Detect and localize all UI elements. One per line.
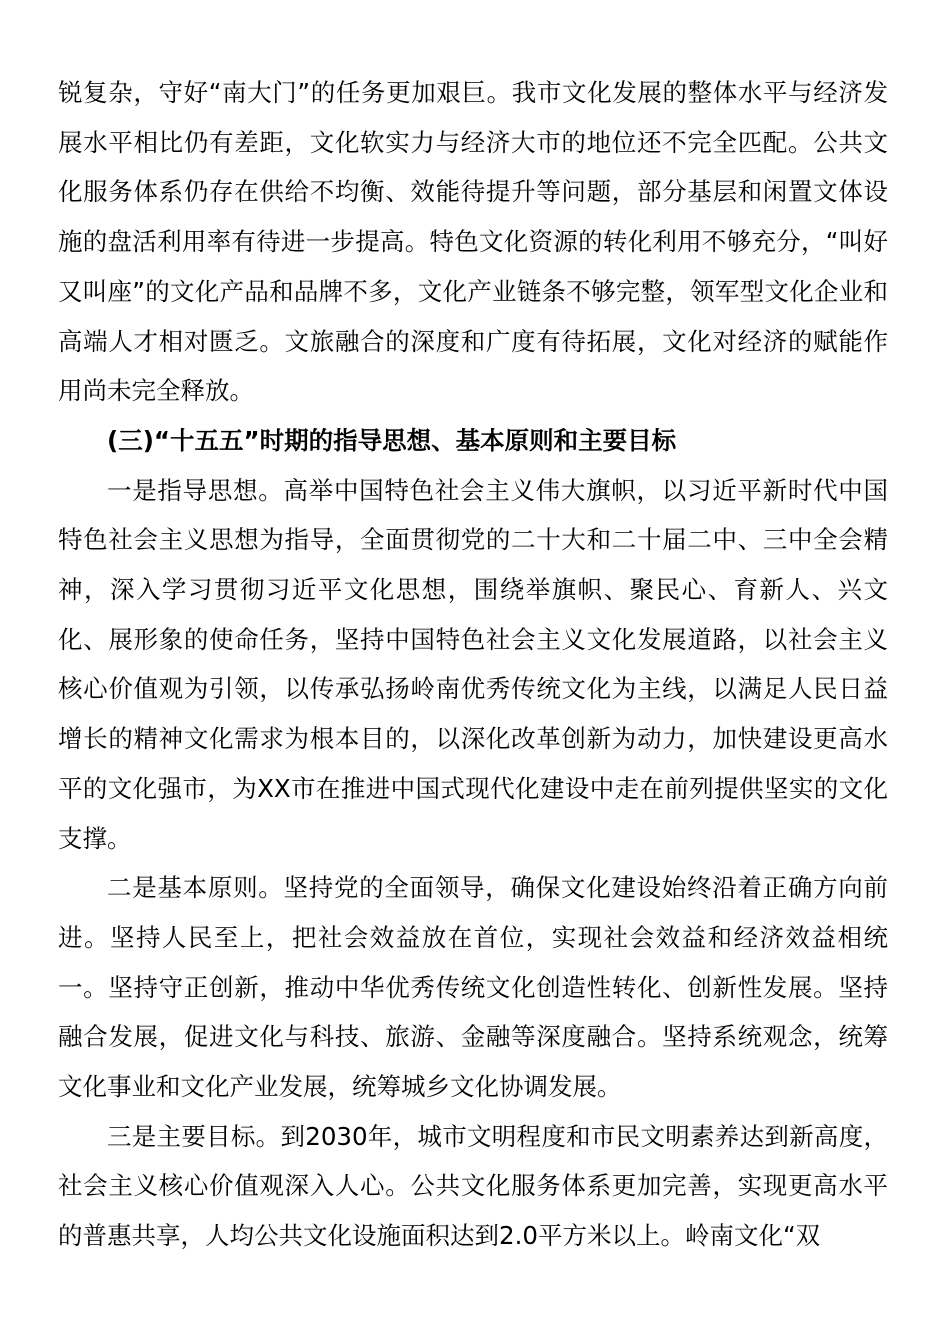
paragraph-main-goals: 三是主要目标。到2030年，城市文明程度和市民文明素养达到新高度，社会主义核心价值观深入人心。公共文化服务体系更加完善，实现更高水平的普惠共享，人均公共文化设施面积达到2.0平方米以上。岭南文化“双 (58, 1121, 888, 1251)
section-heading: (三)“十五五”时期的指导思想、基本原则和主要目标 (107, 425, 677, 455)
document-page (58, 68, 888, 1261)
paragraph-continuation: 锐复杂，守好“南大门”的任务更加艰巨。我市文化发展的整体水平与经济发展水平相比仍有差距，文化软实力与经济大市的地位还不完全匹配。公共文化服务体系仍存在供给不均衡、效能待提升等问题，部分基层和闲置文体设施的盘活利用率有待进一步提高。特色文化资源的转化利用不够充分，“叫好又叫座”的文化产品和品牌不多，文化产业链条不够完整，领军型文化企业和高端人才相对匮乏。文旅融合的深度和广度有待拓展，文化对经济的赋能作用尚未完全释放。 (58, 78, 888, 406)
paragraph-guiding-ideology: 一是指导思想。高举中国特色社会主义伟大旗帜，以习近平新时代中国特色社会主义思想为指导，全面贯彻党的二十大和二十届二中、三中全会精神，深入学习贯彻习近平文化思想，围绕举旗帜、聚民心、育新人、兴文化、展形象的使命任务，坚持中国特色社会主义文化发展道路，以社会主义核心价值观为引领，以传承弘扬岭南优秀传统文化为主线，以满足人民日益增长的精神文化需求为根本目的，以深化改革创新为动力，加快建设更高水平的文化强市，为XX市在推进中国式现代化建设中走在前列提供坚实的文化支撑。 (58, 475, 888, 853)
paragraph-basic-principles: 二是基本原则。坚持党的全面领导，确保文化建设始终沿着正确方向前进。坚持人民至上，把社会效益放在首位，实现社会效益和经济效益相统一。坚持守正创新，推动中华优秀传统文化创造性转化、创新性发展。坚持融合发展，促进文化与科技、旅游、金融等深度融合。坚持系统观念，统筹文化事业和文化产业发展，统筹城乡文化协调发展。 (58, 873, 888, 1102)
